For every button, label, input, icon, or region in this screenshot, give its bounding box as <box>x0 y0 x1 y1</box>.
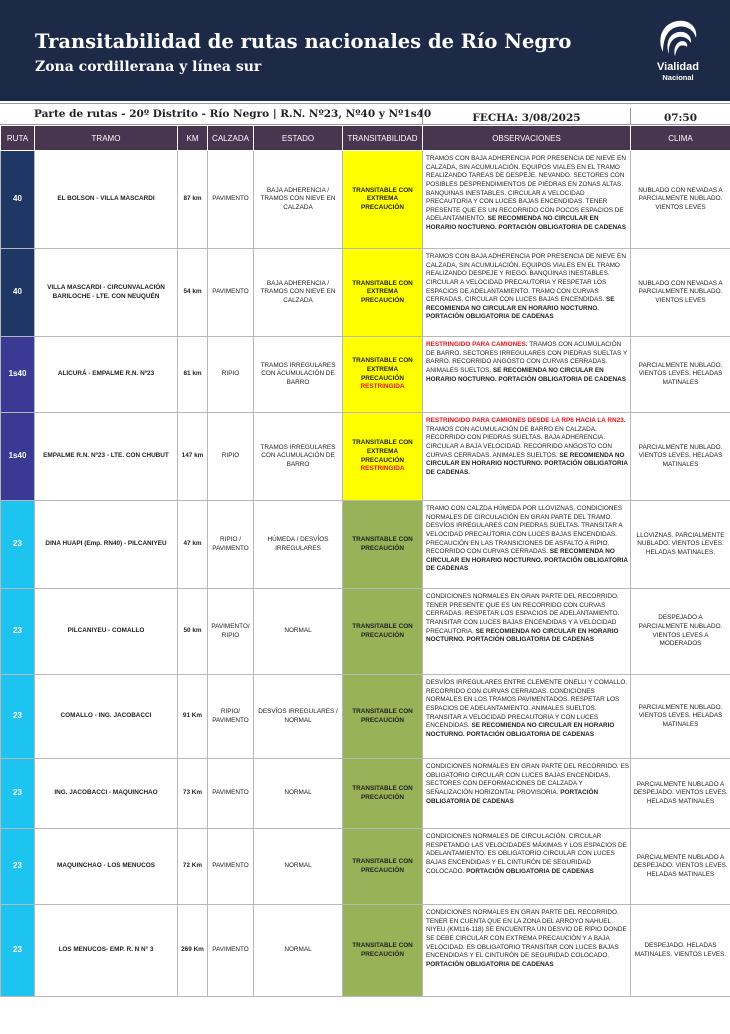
tramo-cell: MAQUINCHAO - LOS MENUCOS <box>35 829 178 905</box>
page-header <box>0 0 730 101</box>
obs-text: TRAMOS CON BAJA ADHERENCIA POR PRESENCIA DE NIEVE EN CALZADA, SIN ACUMULACIÓN. EQUIPOS VIALES EN EL TRAMO REALIZANDO TAREAS DE DESPEJE. NEVANDO. SECTORES CON POSIBLES DESPRENDIMIENTOS DE PIEDRAS EN ZONAS ALTAS. BANQUINAS INESTABLES. CIRCULAR A VELOCIDAD PRECAUTORIA Y CON LUCES BAJAS ENCENDIDAS. TENER PRESENTE QUE ES UN RECORRIDO CON POCOS ESPACIOS DE ADELANTAMIENTO. <box>426 155 626 223</box>
report-time: 07:50 <box>630 108 730 128</box>
calzada-cell: PAVIMENTO <box>208 759 254 829</box>
observaciones-cell <box>423 249 631 337</box>
transitabilidad-cell <box>343 249 423 337</box>
calzada-cell: PAVIMENTO <box>208 151 254 249</box>
observaciones-cell <box>423 675 631 759</box>
km-cell: 73 Km <box>178 759 208 829</box>
obs-text: CONDICIONES NORMALES EN GRAN PARTE DEL RECORRIDO. TENER PRESENTE QUE ES UN RECORRIDO CON CURVAS CERRADAS. RESPETAR LOS ESPACIOS DE ADELANTAMIENTO. TRANSITAR CON LUCES BAJAS ENCENDIDAS Y A VELOCIDAD PRECAUTORIA. <box>426 593 620 635</box>
logo-text-vialidad: Vialidad <box>657 61 699 73</box>
estado-cell: TRAMOS IRREGULARES CON ACUMULACIÓN DE BARRO <box>254 337 343 413</box>
estado-cell: HÚMEDA / DESVÍOS IRREGULARES <box>254 501 343 589</box>
obs-restriction-text: RESTRINGIDO PARA CAMIONES. <box>426 341 528 348</box>
transitabilidad-cell <box>343 337 423 413</box>
clima-cell: DESPEJADO. HELADAS MATINALES. VIENTOS LEVES. <box>631 905 730 997</box>
clima-cell: NUBLADO CON NEVADAS A PARCIALMENTE NUBLADO. VIENTOS LEVES <box>631 249 730 337</box>
clima-cell: PARCIALMENTE NUBLADO A DESPEJADO. VIENTOS LEVES. HELADAS MATINALES <box>631 829 730 905</box>
km-cell: 47 km <box>178 501 208 589</box>
obs-text: DESVÍOS IRREGULARES ENTRE CLEMENTE ONELLI Y COMALLO. RECORRIDO CON CURVAS CERRADAS. CONDICIONES NORMALES EN LOS TRAMOS PAVIMENTADOS. RESPETAR LOS ESPACIOS DE ADELANTAMIENTO. ANIMALES SUELTOS. TRANSITAR A VELOCIDAD PRECAUTORIA Y CON LUCES ENCENDIDAS. <box>426 679 628 730</box>
page-subtitle: Zona cordillerana y línea sur <box>35 59 262 75</box>
obs-text: CONDICIONES NORMALES EN GRAN PARTE DEL RECORRIDO. ES OBLIGATORIO CIRCULAR CON LUCES BAJAS ENCENDIDAS. SECTORES CON DEFORMACIONES DE CALZADA Y SEÑALIZACIÓN HORIZONTAL PROVISORIA. <box>426 763 629 796</box>
table-row <box>1 905 730 997</box>
table-row <box>1 829 730 905</box>
estado-cell: NORMAL <box>254 829 343 905</box>
column-header-observaciones: OBSERVACIONES <box>423 126 631 151</box>
obs-recommendation-text: SE RECOMIENDA NO CIRCULAR EN HORARIO NOCTURNO. PORTACIÓN OBLIGATORIA DE CADENAS <box>426 215 627 232</box>
observaciones-cell <box>423 905 631 997</box>
obs-recommendation-text: SE RECOMIENDA NO CIRCULAR EN HORARIO NOCTURNO. PORTACIÓN OBLIGATORIA DE CADENAS. <box>426 451 628 476</box>
transitabilidad-text: TRANSITABLE CON PRECAUCIÓN <box>352 941 413 958</box>
table-row <box>1 337 730 413</box>
km-cell: 269 Km <box>178 905 208 997</box>
logo-text-nacional: Nacional <box>662 73 694 82</box>
calzada-cell: PAVIMENTO <box>208 905 254 997</box>
obs-recommendation-text: SE RECOMIENDA NO CIRCULAR EN HORARIO NOCTURNO. PORTACIÓN OBLIGATORIA DE CADENAS <box>426 296 615 321</box>
calzada-cell: PAVIMENTO <box>208 829 254 905</box>
estado-cell: NORMAL <box>254 905 343 997</box>
routes-table <box>0 125 730 997</box>
estado-cell: NORMAL <box>254 759 343 829</box>
observaciones-cell <box>423 151 631 249</box>
obs-recommendation-text: PORTACIÓN OBLIGATORIA DE CADENAS <box>466 867 594 875</box>
transitabilidad-text: TRANSITABLE CON EXTREMA PRECAUCIÓN <box>352 439 413 464</box>
transitabilidad-text: TRANSITABLE CON PRECAUCIÓN <box>352 535 413 552</box>
tramo-cell: DINA HUAPI (Emp. RN40) - PILCANIYEU <box>35 501 178 589</box>
obs-recommendation-text: PORTACIÓN OBLIGATORIA DE CADENAS <box>426 960 554 968</box>
ruta-cell: 40 <box>1 151 35 249</box>
transitabilidad-cell <box>343 501 423 589</box>
report-info-bar <box>0 103 730 125</box>
obs-text: TRAMOS CON ACUMULACIÓN DE BARRO. SECTORES IRREGULARES CON PIEDRAS SUELTAS Y BARRO. RECORRIDO ANGOSTO CON CURVAS CERRADAS. ANIMALES SUELTOS. <box>426 341 628 374</box>
transitabilidad-cell <box>343 905 423 997</box>
tramo-cell: ING. JACOBACCI - MAQUINCHAO <box>35 759 178 829</box>
ruta-cell: 23 <box>1 589 35 675</box>
ruta-cell: 40 <box>1 249 35 337</box>
transitabilidad-text: TRANSITABLE CON PRECAUCIÓN <box>352 622 413 639</box>
vialidad-swirl-icon <box>655 16 701 60</box>
observaciones-cell <box>423 337 631 413</box>
ruta-cell: 23 <box>1 675 35 759</box>
transitabilidad-text: TRANSITABLE CON EXTREMA PRECAUCIÓN <box>352 186 413 211</box>
km-cell: 91 Km <box>178 675 208 759</box>
calzada-cell: RIPIO <box>208 413 254 501</box>
clima-cell: PARCIALMENTE NUBLADO A DESPEJADO. VIENTOS LEVES. HELADAS MATINALES <box>631 759 730 829</box>
transitabilidad-cell <box>343 759 423 829</box>
table-row <box>1 413 730 501</box>
restringida-text: RESTRINGIDA <box>360 465 405 473</box>
obs-recommendation-text: PORTACIÓN OBLIGATORIA DE CADENAS <box>426 788 599 805</box>
estado-cell: BAJA ADHERENCIA / TRAMOS CON NIEVE EN CALZADA <box>254 151 343 249</box>
km-cell: 54 km <box>178 249 208 337</box>
observaciones-cell <box>423 501 631 589</box>
calzada-cell: PAVIMENTO/ RIPIO <box>208 589 254 675</box>
transitabilidad-cell <box>343 589 423 675</box>
clima-cell: PARCIALMENTE NUBLADO. VIENTOS LEVES. HELADAS MATINALES <box>631 413 730 501</box>
transitabilidad-text: TRANSITABLE CON EXTREMA PRECAUCIÓN <box>352 357 413 382</box>
km-cell: 81 km <box>178 337 208 413</box>
observaciones-cell <box>423 589 631 675</box>
clima-cell: NUBLADO CON NEVADAS A PARCIALMENTE NUBLADO. VIENTOS LEVES <box>631 151 730 249</box>
ruta-cell: 23 <box>1 759 35 829</box>
transitabilidad-cell <box>343 675 423 759</box>
calzada-cell: RIPIO/ PAVIMENTO <box>208 675 254 759</box>
restringida-text: RESTRINGIDA <box>360 383 405 391</box>
calzada-cell: RIPIO / PAVIMENTO <box>208 501 254 589</box>
column-header-transitabilidad: TRANSITABILIDAD <box>343 126 423 151</box>
transitabilidad-cell <box>343 413 423 501</box>
transitabilidad-text: TRANSITABLE CON EXTREMA PRECAUCIÓN <box>352 279 413 304</box>
tramo-cell: LOS MENUCOS- EMP. R. N N° 3 <box>35 905 178 997</box>
observaciones-cell <box>423 413 631 501</box>
column-header-km: KM <box>178 126 208 151</box>
clima-cell: LLOVIZNAS. PARCIALMENTE NUBLADO. VIENTOS LEVES. HELADAS MATINALES. <box>631 501 730 589</box>
obs-text: CONDICIONES NORMALES EN GRAN PARTE DEL RECORRIDO. TENER EN CUENTA QUE EN LA ZONA DEL ARROYO NAHUEL NIYEU (KM116-118) SE ENCUENTRA UN DESVIO DE RIPIO DONDE SE DEBE CIRCULAR CON EXTREMA PRECAUCIÓN Y A BAJA VELOCIDAD. ES OBLIGATORIO TRANSITAR CON LUCES BAJAS ENCENDIDAS Y EL CINTURÓN DE SEGURIDAD COLOCADO. <box>426 909 627 960</box>
table-row <box>1 589 730 675</box>
table-row <box>1 675 730 759</box>
obs-recommendation-text: SE RECOMIENDA NO CIRCULAR EN HORARIO NOCTURNO. PORTACIÓN OBLIGATORIA DE CADENAS <box>426 548 628 573</box>
report-date: FECHA: 3/08/2025 <box>422 108 630 128</box>
obs-restriction-text: RESTRINGIDO PARA CAMIONES DESDE LA RP6 HACIA LA RN23. <box>426 417 626 424</box>
km-cell: 147 km <box>178 413 208 501</box>
ruta-cell: 23 <box>1 501 35 589</box>
tramo-cell: VILLA MASCARDI - CIRCUNVALACIÓN BARILOCHE - LTE. CON NEUQUÉN <box>35 249 178 337</box>
clima-cell: PARCIALMENTE NUBLADO. VIENTOS LEVES. HELADAS MATINALES <box>631 675 730 759</box>
transitabilidad-text: TRANSITABLE CON PRECAUCIÓN <box>352 784 413 801</box>
km-cell: 50 km <box>178 589 208 675</box>
tramo-cell: ALICURÁ - EMPALME R.N. Nº23 <box>35 337 178 413</box>
estado-cell: DESVÍOS IRREGULARES / NORMAL <box>254 675 343 759</box>
obs-recommendation-text: SE RECOMIENDA NO CIRCULAR EN HORARIO NOCTURNO. PORTACIÓN OBLIGATORIA DE CADENAS <box>426 722 615 738</box>
table-row <box>1 151 730 249</box>
ruta-cell: 23 <box>1 829 35 905</box>
estado-cell: NORMAL <box>254 589 343 675</box>
km-cell: 87 km <box>178 151 208 249</box>
calzada-cell: RIPIO <box>208 337 254 413</box>
obs-text: TRAMO CON CALZDA HÚMEDA POR LLOVIZNAS. CONDICIONES NORMALES DE CIRCULACIÓN EN GRAN PARTE DEL TRAMO. DESVÍOS IRREGULARES CON PIEDRAS SUELTAS. TRANSITAR A VELOCIDAD PRECAUTORIA CON LUCES BAJAS ENCENDIDAS. PRECAUCIÓN EN LAS TRANSICIONES DE ASFALTO A RIPIO. RECORRIDO CON CURVAS CERRADAS. <box>426 505 623 556</box>
transitabilidad-cell <box>343 151 423 249</box>
km-cell: 72 Km <box>178 829 208 905</box>
clima-cell: PARCIALMENTE NUBLADO. VIENTOS LEVES. HELADAS MATINALES <box>631 337 730 413</box>
estado-cell: TRAMOS IRREGULARES CON ACUMULACIÓN DE BARRO <box>254 413 343 501</box>
tramo-cell: EMPALME R.N. Nº23 - LTE. CON CHUBUT <box>35 413 178 501</box>
table-header-row <box>1 126 730 151</box>
observaciones-cell <box>423 829 631 905</box>
transitabilidad-text: TRANSITABLE CON PRECAUCIÓN <box>352 857 413 874</box>
obs-text: TRAMOS CON BAJA ADHERENCIA POR PRESENCIA DE NIEVE EN CALZADA, SIN ACUMULACIÓN. EQUIPOS VIALES EN EL TRAMO REALIZANDO DESPEJE Y RIEGO. BANQUINAS INESTABLES. CIRCULAR A VELOCIDAD PRECAUTORIA Y RESPETAR LOS ESPACIOS DE ADELANTAMIENTO. TRAMO CON CURVAS CERRADAS. CIRCULAR CON LUCES BAJAS ENCENDIDAS. <box>426 253 626 304</box>
report-description: Parte de rutas - 20º Distrito - Río Negro | R.N. Nº23, Nº40 y Nº1s40 <box>34 108 432 120</box>
obs-recommendation-text: SE RECOMIENDA NO CIRCULAR EN HORARIO NOCTURNO. PORTACIÓN OBLIGATORIA DE CADENAS <box>426 627 619 644</box>
column-header-estado: ESTADO <box>254 126 343 151</box>
column-header-calzada: CALZADA <box>208 126 254 151</box>
table-row <box>1 759 730 829</box>
clima-cell: DESPEJADO A PARCIALMENTE NUBLADO. VIENTOS LEVES A MODERADOS <box>631 589 730 675</box>
transitabilidad-cell <box>343 829 423 905</box>
tramo-cell: EL BOLSON - VILLA MASCARDI <box>35 151 178 249</box>
column-header-ruta: RUTA <box>1 126 35 151</box>
page-title: Transitabilidad de rutas nacionales de Río Negro <box>35 30 572 53</box>
ruta-cell: 1s40 <box>1 413 35 501</box>
vialidad-logo <box>648 16 708 94</box>
ruta-cell: 23 <box>1 905 35 997</box>
table-row <box>1 249 730 337</box>
obs-text: CONDICIONES NORMALES DE CIRCULACIÓN. CIRCULAR RESPETANDO LAS VELOCIDADES MÁXIMAS Y LOS ESPACIOS DE ADELANTAMIENTO. ES OBLIGATORIO CIRCULAR CON LUCES BAJAS ENCENDIDAS Y EL CINTURÓN DE SEGURIDAD COLOCADO. <box>426 833 627 875</box>
column-header-tramo: TRAMO <box>35 126 178 151</box>
obs-text: TRAMOS CON ACUMULACIÓN DE BARRO EN CALZADA. RECORRIDO CON PIEDRAS SUELTAS. BAJA ADHERENCIA. CIRCULAR A BAJA VELOCIDAD. RECORRIDO ANGOSTO CON CURVAS CERRADAS. ANIMALES SUELTOS. <box>426 425 612 459</box>
estado-cell: BAJA ADHERENCIA / TRAMOS CON NIEVE EN CALZADA <box>254 249 343 337</box>
calzada-cell: PAVIMENTO <box>208 249 254 337</box>
observaciones-cell <box>423 759 631 829</box>
tramo-cell: COMALLO - ING. JACOBACCI <box>35 675 178 759</box>
table-row <box>1 501 730 589</box>
column-header-clima: CLIMA <box>631 126 730 151</box>
tramo-cell: PILCANIYEU - COMALLO <box>35 589 178 675</box>
ruta-cell: 1s40 <box>1 337 35 413</box>
transitabilidad-text: TRANSITABLE CON PRECAUCIÓN <box>352 707 413 724</box>
obs-recommendation-text: SE RECOMIENDA NO CIRCULAR EN HORARIO NOCTURNO. PORTACIÓN OBLIGATORIA DE CADENAS <box>426 366 627 383</box>
